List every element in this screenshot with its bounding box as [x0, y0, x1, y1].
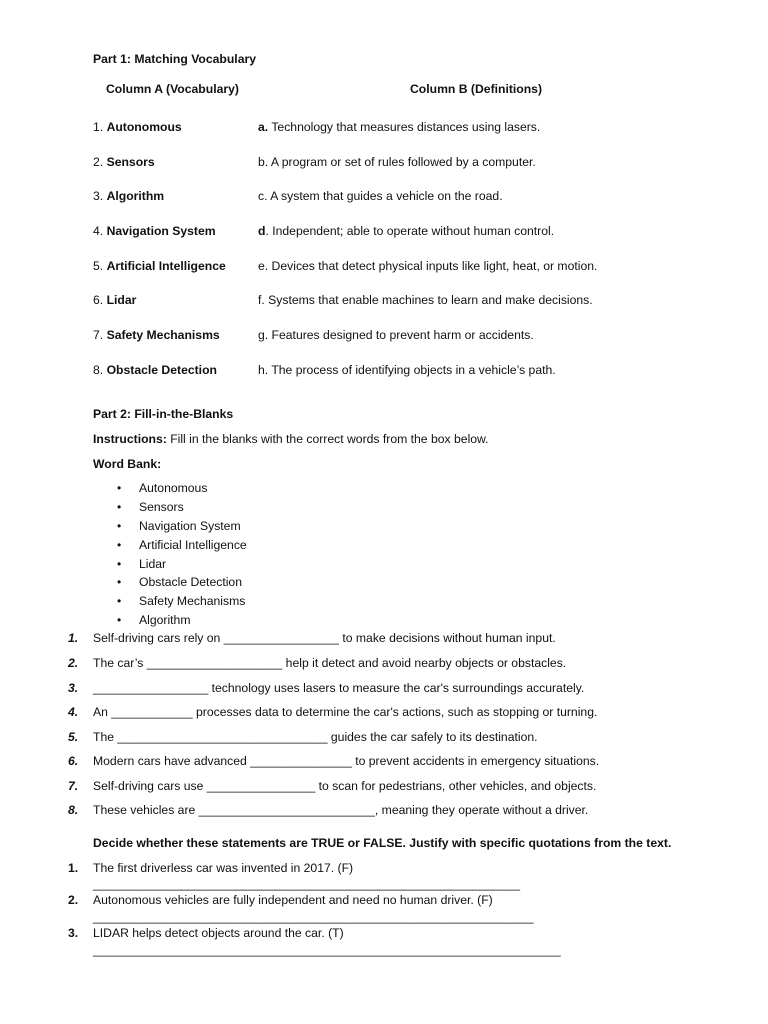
term-number: 4. — [93, 224, 104, 238]
term-number: 2. — [93, 155, 104, 169]
word-bank-list — [93, 479, 247, 630]
column-b-header: Column B (Definitions) — [410, 82, 543, 96]
statement-number: 3. — [68, 926, 79, 940]
term-word: Obstacle Detection — [106, 363, 217, 377]
term-word: Algorithm — [106, 189, 165, 203]
vocab-term — [93, 293, 136, 307]
vocab-term — [93, 328, 220, 342]
vocab-definition — [258, 155, 536, 169]
term-word: Safety Mechanisms — [106, 328, 220, 342]
vocab-term — [93, 155, 155, 169]
term-number: 6. — [93, 293, 104, 307]
definition-text: A system that guides a vehicle on the road. — [267, 189, 503, 203]
sentence-number: 6. — [68, 754, 79, 768]
true-false-heading: Decide whether these statements are TRUE or FALSE. Justify with specific quotations from the text. — [93, 836, 672, 850]
column-a-header: Column A (Vocabulary) — [106, 82, 239, 96]
justification-line: _________________________________________________________________ — [93, 910, 534, 924]
definition-letter: h. — [258, 363, 269, 377]
vocab-term — [93, 224, 216, 238]
word-bank-item: • Lidar — [93, 555, 247, 574]
definition-text: . Independent; able to operate without human control. — [265, 224, 555, 238]
justification-line: _______________________________________________________________ — [93, 877, 521, 891]
term-number: 7. — [93, 328, 104, 342]
sentence-number: 7. — [68, 779, 79, 793]
word-bank-item: • Sensors — [93, 498, 247, 517]
definition-letter: e. — [258, 259, 269, 273]
sentence-number: 3. — [68, 681, 79, 695]
term-number: 5. — [93, 259, 104, 273]
vocab-term — [93, 363, 217, 377]
justification-line: _____________________________________________________________________ — [93, 943, 561, 957]
word-bank-item: • Safety Mechanisms — [93, 592, 247, 611]
definition-text: Features designed to prevent harm or accidents. — [268, 328, 534, 342]
part1-heading: Part 1: Matching Vocabulary — [93, 52, 256, 66]
term-word: Artificial Intelligence — [106, 259, 226, 273]
sentence-text: These vehicles are __________________________, meaning they operate without a driver. — [93, 803, 589, 817]
definition-letter: f. — [258, 293, 265, 307]
instructions — [93, 432, 489, 446]
term-number: 8. — [93, 363, 104, 377]
sentence-number: 5. — [68, 730, 79, 744]
sentence-text: The _______________________________ guides the car safely to its destination. — [93, 730, 538, 744]
sentence-text: Self-driving cars use ________________ to scan for pedestrians, other vehicles, and objects. — [93, 779, 597, 793]
instructions-text: Fill in the blanks with the correct words from the box below. — [166, 432, 489, 446]
vocab-definition — [258, 120, 540, 134]
term-word: Autonomous — [106, 120, 182, 134]
sentence-number: 4. — [68, 705, 79, 719]
definition-text: The process of identifying objects in a vehicle’s path. — [268, 363, 556, 377]
definition-text: Technology that measures distances using lasers. — [268, 120, 541, 134]
vocab-definition — [258, 293, 593, 307]
vocab-definition — [258, 328, 534, 342]
word-bank-item: • Autonomous — [93, 479, 247, 498]
term-word: Sensors — [106, 155, 155, 169]
vocab-definition — [258, 224, 554, 238]
vocab-definition — [258, 363, 556, 377]
vocab-term — [93, 259, 226, 273]
vocab-term — [93, 120, 182, 134]
sentence-text: Modern cars have advanced _______________ to prevent accidents in emergency situations. — [93, 754, 600, 768]
word-bank-item: • Navigation System — [93, 517, 247, 536]
statement-number: 1. — [68, 861, 79, 875]
instructions-label: Instructions: — [93, 432, 167, 446]
word-bank-item: • Artificial Intelligence — [93, 536, 247, 555]
sentence-text: The car’s ____________________ help it detect and avoid nearby objects or obstacles. — [93, 656, 567, 670]
word-bank-item: • Obstacle Detection — [93, 573, 247, 592]
vocab-definition — [258, 189, 503, 203]
word-bank-label: Word Bank: — [93, 457, 162, 471]
definition-letter: b. — [258, 155, 269, 169]
statement-text: The first driverless car was invented in 2017. (F) — [93, 861, 354, 875]
sentence-number: 2. — [68, 656, 79, 670]
definition-letter: c. — [258, 189, 268, 203]
statement-number: 2. — [68, 893, 79, 907]
statement-text: Autonomous vehicles are fully independent and need no human driver. (F) — [93, 893, 493, 907]
definition-text: Systems that enable machines to learn and make decisions. — [264, 293, 593, 307]
sentence-text: _________________ technology uses lasers to measure the car's surroundings accurately. — [93, 681, 585, 695]
definition-text: A program or set of rules followed by a computer. — [268, 155, 536, 169]
term-word: Navigation System — [106, 224, 216, 238]
word-bank-item: • Algorithm — [93, 611, 247, 630]
term-number: 1. — [93, 120, 104, 134]
sentence-number: 8. — [68, 803, 79, 817]
sentence-number: 1. — [68, 631, 79, 645]
sentence-text: Self-driving cars rely on _________________ to make decisions without human input. — [93, 631, 556, 645]
vocab-term — [93, 189, 164, 203]
term-word: Lidar — [106, 293, 137, 307]
vocab-definition — [258, 259, 597, 273]
definition-letter: d — [258, 224, 266, 238]
statement-text: LIDAR helps detect objects around the car. (T) — [93, 926, 344, 940]
sentence-text: An ____________ processes data to determine the car's actions, such as stopping or turning. — [93, 705, 598, 719]
term-number: 3. — [93, 189, 104, 203]
part2-heading: Part 2: Fill-in-the-Blanks — [93, 407, 234, 421]
definition-letter: a. — [258, 120, 269, 134]
definition-letter: g. — [258, 328, 269, 342]
definition-text: Devices that detect physical inputs like light, heat, or motion. — [268, 259, 598, 273]
